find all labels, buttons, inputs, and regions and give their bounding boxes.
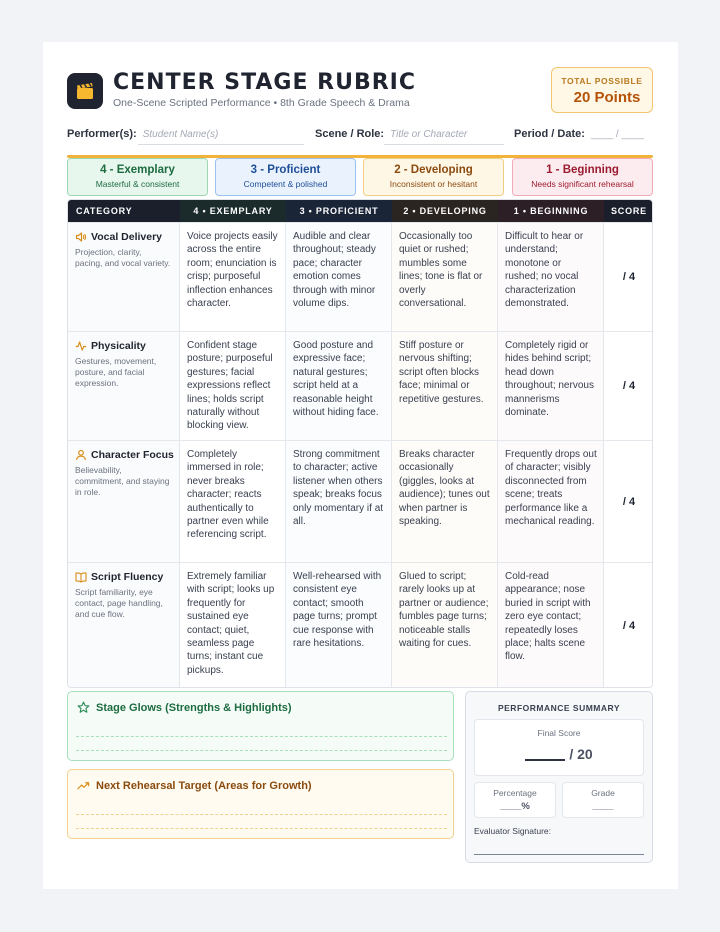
table-row-physicality bbox=[68, 331, 653, 440]
period-date-field[interactable] bbox=[514, 128, 644, 140]
category-name: Vocal Delivery bbox=[91, 231, 163, 243]
total-possible-value: 20 Points bbox=[573, 89, 641, 106]
header-score: SCORE bbox=[604, 200, 653, 222]
category-cell bbox=[68, 563, 180, 688]
category-desc: Projection, clarity, pacing, and vocal variety. bbox=[75, 247, 171, 268]
stage-glows-box[interactable] bbox=[67, 691, 454, 761]
trending-up-icon bbox=[77, 779, 90, 792]
level-developing-name: 2 - Developing bbox=[394, 164, 473, 176]
table-header bbox=[68, 200, 653, 222]
criteria-proficient: Well-rehearsed with consistent eye contact; smooth page turns; prompt cue response with rare hesitations. bbox=[286, 563, 392, 688]
final-score-value bbox=[475, 746, 643, 762]
performer-label: Performer(s): bbox=[67, 128, 137, 140]
level-beginning-desc: Needs significant rehearsal bbox=[531, 179, 634, 189]
page-title: CENTER STAGE RUBRIC bbox=[113, 70, 416, 95]
criteria-exemplary: Completely immersed in role; never breaks character; reacts authentically to partner even while referencing script. bbox=[180, 441, 286, 562]
grade-label: Grade bbox=[591, 788, 615, 798]
rehearsal-target-title: Next Rehearsal Target (Areas for Growth) bbox=[96, 779, 312, 792]
criteria-exemplary: Voice projects easily across the entire room; enunciation is crisp; purposeful inflection enhances character. bbox=[180, 223, 286, 331]
header-proficient: 3 • PROFICIENT bbox=[286, 200, 392, 222]
scene-role-underline bbox=[384, 144, 504, 145]
performer-underline bbox=[138, 144, 304, 145]
criteria-exemplary: Confident stage posture; purposeful gestures; facial expressions reflect lines; holds script naturally without blocking view. bbox=[180, 332, 286, 440]
category-cell bbox=[68, 441, 180, 562]
header-beginning: 1 • BEGINNING bbox=[498, 200, 604, 222]
criteria-proficient: Strong commitment to character; active listener when others speak; breaks focus only momentary if at all. bbox=[286, 441, 392, 562]
criteria-developing: Breaks character occasionally (giggles, looks at audience); tunes out when partner is speaking. bbox=[392, 441, 498, 562]
criteria-beginning: Difficult to hear or understand; monotone or rushed; no vocal characterization demonstrated. bbox=[498, 223, 604, 331]
category-desc: Script familiarity, eye contact, page handling, and cue flow. bbox=[75, 587, 163, 619]
percentage-label: Percentage bbox=[493, 788, 537, 798]
level-developing bbox=[363, 158, 504, 196]
level-beginning-name: 1 - Beginning bbox=[546, 164, 619, 176]
level-proficient-name: 3 - Proficient bbox=[250, 164, 321, 176]
level-exemplary-name: 4 - Exemplary bbox=[100, 164, 175, 176]
table-row-script-fluency bbox=[68, 562, 653, 688]
level-exemplary-desc: Masterful & consistent bbox=[95, 179, 180, 189]
criteria-beginning: Frequently drops out of character; visibly disconnected from scene; treats performance like a mechanical reading. bbox=[498, 441, 604, 562]
performer-field[interactable] bbox=[67, 128, 218, 140]
rubric-table bbox=[67, 199, 653, 688]
header-developing: 2 • DEVELOPING bbox=[392, 200, 498, 222]
score-field[interactable]: / 4 bbox=[622, 271, 636, 283]
signature-label: Evaluator Signature: bbox=[474, 826, 552, 836]
table-row-character-focus bbox=[68, 440, 653, 562]
criteria-beginning: Completely rigid or hides behind script; head down throughout; nervous mannerisms dominate. bbox=[498, 332, 604, 440]
level-beginning bbox=[512, 158, 653, 196]
period-date-label: Period / Date: bbox=[514, 128, 585, 140]
criteria-developing: Occasionally too quiet or rushed; mumbles some lines; tone is flat or overly conversational. bbox=[392, 223, 498, 331]
percentage-box[interactable] bbox=[474, 782, 556, 818]
grade-value: ____ bbox=[592, 801, 614, 812]
criteria-proficient: Good posture and expressive face; natural gestures; script held at a reasonable height without hiding face. bbox=[286, 332, 392, 440]
score-field[interactable]: / 4 bbox=[622, 495, 636, 508]
star-icon bbox=[77, 701, 90, 714]
category-cell bbox=[68, 332, 180, 440]
page-subtitle: One-Scene Scripted Performance • 8th Grade Speech & Drama bbox=[113, 97, 410, 109]
total-possible-badge bbox=[551, 67, 653, 113]
user-icon bbox=[75, 449, 87, 461]
writing-line bbox=[76, 750, 447, 751]
rubric-sheet bbox=[43, 42, 678, 889]
writing-line bbox=[76, 736, 447, 737]
category-name: Physicality bbox=[91, 340, 146, 352]
final-score-label: Final Score bbox=[537, 728, 581, 738]
summary-title: PERFORMANCE SUMMARY bbox=[497, 703, 621, 713]
scene-role-label: Scene / Role: bbox=[315, 128, 385, 140]
clapperboard-icon bbox=[67, 73, 103, 109]
rehearsal-target-box[interactable] bbox=[67, 769, 454, 839]
criteria-developing: Stiff posture or nervous shifting; script often blocks face; minimal or repetitive gestures. bbox=[392, 332, 498, 440]
grade-box[interactable] bbox=[562, 782, 644, 818]
header-category: CATEGORY bbox=[68, 200, 180, 222]
book-icon bbox=[75, 571, 87, 583]
percentage-value: ____% bbox=[500, 801, 530, 812]
scene-role-placeholder: Title or Character bbox=[390, 129, 468, 140]
writing-line bbox=[76, 814, 447, 815]
table-row-vocal-delivery bbox=[68, 222, 653, 331]
activity-icon bbox=[75, 340, 87, 352]
signature-line[interactable] bbox=[474, 854, 644, 855]
criteria-exemplary: Extremely familiar with script; looks up frequently for sustained eye contact; quiet, seamless page turns; instant cue pickups. bbox=[180, 563, 286, 688]
total-possible-label: TOTAL POSSIBLE bbox=[561, 76, 643, 86]
level-proficient-desc: Competent & polished bbox=[243, 179, 328, 189]
criteria-proficient: Audible and clear throughout; steady pace; character emotion comes through with minor volume dips. bbox=[286, 223, 392, 331]
level-developing-desc: Inconsistent or hesitant bbox=[389, 179, 478, 189]
category-cell bbox=[68, 223, 180, 331]
period-date-placeholder: ____ / ____ bbox=[590, 129, 644, 140]
category-desc: Believability, commitment, and staying in role. bbox=[75, 465, 170, 497]
category-name: Character Focus bbox=[91, 449, 174, 461]
writing-line bbox=[76, 828, 447, 829]
category-desc: Gestures, movement, posture, and facial expression. bbox=[75, 356, 157, 388]
category-name: Script Fluency bbox=[91, 571, 164, 583]
score-field[interactable]: / 4 bbox=[622, 380, 636, 392]
performance-summary bbox=[465, 691, 653, 863]
final-score-blank[interactable] bbox=[525, 759, 565, 761]
level-proficient bbox=[215, 158, 356, 196]
speaker-icon bbox=[75, 231, 87, 243]
criteria-developing: Glued to script; rarely looks up at partner or audience; fumbles page turns; noticeable stalls waiting for cues. bbox=[392, 563, 498, 688]
final-score-box[interactable] bbox=[474, 719, 644, 776]
score-field[interactable]: / 4 bbox=[622, 620, 636, 632]
scene-role-field[interactable] bbox=[315, 128, 467, 140]
criteria-beginning: Cold-read appearance; nose buried in script with zero eye contact; repeatedly loses place; halts scene flow. bbox=[498, 563, 604, 688]
header-exemplary: 4 • EXEMPLARY bbox=[180, 200, 286, 222]
performer-placeholder: Student Name(s) bbox=[142, 129, 219, 140]
level-exemplary bbox=[67, 158, 208, 196]
stage-glows-title: Stage Glows (Strengths & Highlights) bbox=[96, 701, 292, 714]
final-score-suffix: / 20 bbox=[569, 746, 593, 762]
